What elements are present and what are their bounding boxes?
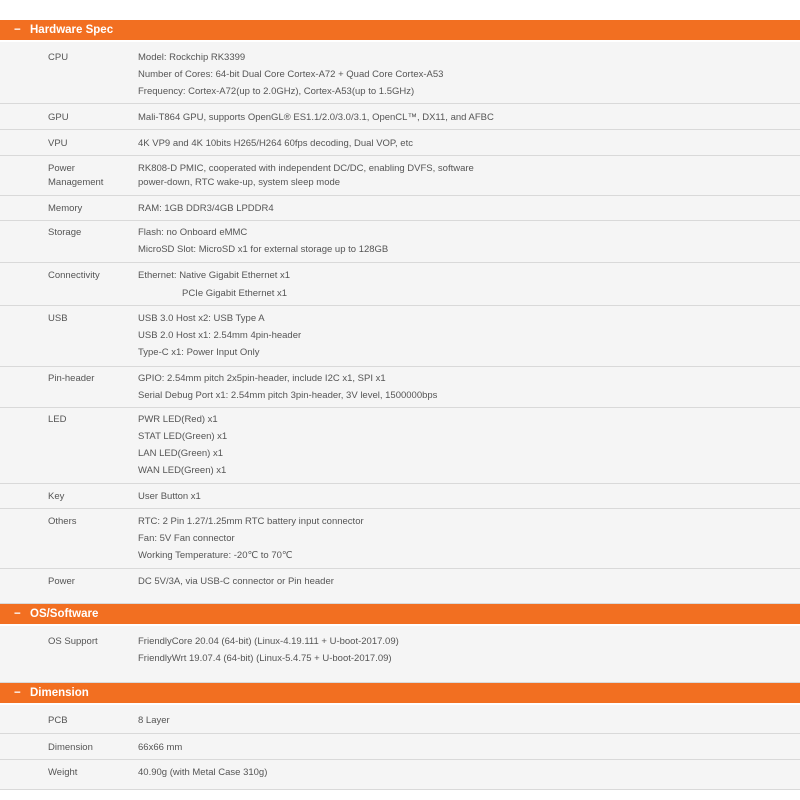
spec-value: STAT LED(Green) x1	[138, 431, 228, 442]
spec-label: Storage	[48, 227, 82, 238]
spec-label: PCB	[48, 715, 68, 726]
spec-row-connectivity	[0, 263, 800, 306]
spec-row-weight	[0, 760, 800, 790]
spec-label: Management	[48, 177, 104, 188]
spec-row-power	[0, 569, 800, 604]
spec-value: power-down, RTC wake-up, system sleep mode	[138, 177, 341, 188]
spec-value: USB 3.0 Host x2: USB Type A	[138, 313, 265, 324]
spec-row-pin-header	[0, 367, 800, 408]
spec-value: Flash: no Onboard eMMC	[138, 227, 248, 238]
spec-row-memory	[0, 196, 800, 221]
spec-value: Model: Rockchip RK3399	[138, 52, 246, 63]
spec-label: Weight	[48, 767, 78, 778]
spec-value: Serial Debug Port x1: 2.54mm pitch 3pin-header, 3V level, 1500000bps	[138, 390, 438, 401]
spec-value: PCIe Gigabit Ethernet x1	[182, 288, 288, 299]
spec-value: 40.90g (with Metal Case 310g)	[138, 767, 268, 778]
spec-label: Dimension	[48, 742, 93, 753]
spec-row-cpu	[0, 42, 800, 104]
spec-label: USB	[48, 313, 68, 324]
spec-value: 4K VP9 and 4K 10bits H265/H264 60fps decoding, Dual VOP, etc	[138, 138, 413, 149]
spec-row-pcb	[0, 705, 800, 734]
collapse-icon[interactable]: −	[14, 687, 21, 699]
spec-label: Key	[48, 491, 65, 502]
spec-row-others	[0, 509, 800, 569]
spec-label: Pin-header	[48, 373, 95, 384]
spec-value: 8 Layer	[138, 715, 170, 726]
spec-label: CPU	[48, 52, 69, 63]
spec-value: Fan: 5V Fan connector	[138, 533, 235, 544]
os-software-header[interactable]	[0, 604, 800, 624]
spec-label: VPU	[48, 138, 68, 149]
spec-row-power-management	[0, 156, 800, 196]
spec-value: Working Temperature: -20℃ to 70℃	[138, 550, 293, 561]
spec-value: USB 2.0 Host x1: 2.54mm 4pin-header	[138, 330, 302, 341]
collapse-icon[interactable]: −	[14, 24, 21, 36]
spec-value: Number of Cores: 64-bit Dual Core Cortex-A72 + Quad Core Cortex-A53	[138, 69, 444, 80]
spec-row-key	[0, 484, 800, 509]
spec-label: Memory	[48, 203, 83, 214]
spec-value: RAM: 1GB DDR3/4GB LPDDR4	[138, 203, 274, 214]
spec-row-led	[0, 408, 800, 484]
collapse-icon[interactable]: −	[14, 608, 21, 620]
spec-row-os-support	[0, 626, 800, 683]
section-title: OS/Software	[30, 608, 99, 620]
spec-row-gpu	[0, 104, 800, 130]
section-title: Hardware Spec	[30, 24, 114, 36]
spec-value: Type-C x1: Power Input Only	[138, 347, 260, 358]
section-title: Dimension	[30, 687, 89, 699]
spec-row-dimension	[0, 734, 800, 760]
spec-value: WAN LED(Green) x1	[138, 465, 227, 476]
spec-value: FriendlyCore 20.04 (64-bit) (Linux-4.19.111 + U-boot-2017.09)	[138, 636, 399, 647]
spec-value: Ethernet: Native Gigabit Ethernet x1	[138, 270, 291, 281]
spec-value: MicroSD Slot: MicroSD x1 for external storage up to 128GB	[138, 244, 389, 255]
spec-label: Power	[48, 163, 75, 174]
spec-value: User Button x1	[138, 491, 201, 502]
spec-value: DC 5V/3A, via USB-C connector or Pin header	[138, 576, 334, 587]
spec-label: OS Support	[48, 636, 98, 647]
spec-value: PWR LED(Red) x1	[138, 414, 218, 425]
spec-label: Connectivity	[48, 270, 100, 281]
spec-row-usb	[0, 306, 800, 367]
spec-value: RK808-D PMIC, cooperated with independent DC/DC, enabling DVFS, software	[138, 163, 474, 174]
spec-label: Power	[48, 576, 75, 587]
spec-value: RTC: 2 Pin 1.27/1.25mm RTC battery input connector	[138, 516, 364, 527]
spec-value: Frequency: Cortex-A72(up to 2.0GHz), Cortex-A53(up to 1.5GHz)	[138, 86, 415, 97]
spec-value: FriendlyWrt 19.07.4 (64-bit) (Linux-5.4.75 + U-boot-2017.09)	[138, 653, 392, 664]
spec-label: GPU	[48, 112, 69, 123]
spec-value: 66x66 mm	[138, 742, 183, 753]
spec-label: LED	[48, 414, 67, 425]
dimension-header[interactable]	[0, 683, 800, 703]
spec-row-storage	[0, 221, 800, 263]
spec-value: GPIO: 2.54mm pitch 2x5pin-header, include I2C x1, SPI x1	[138, 373, 386, 384]
spec-value: Mali-T864 GPU, supports OpenGL® ES1.1/2.0/3.0/3.1, OpenCL™, DX11, and AFBC	[138, 112, 494, 123]
spec-value: LAN LED(Green) x1	[138, 448, 224, 459]
spec-row-vpu	[0, 130, 800, 156]
hardware-spec-header[interactable]	[0, 20, 800, 40]
spec-label: Others	[48, 516, 77, 527]
